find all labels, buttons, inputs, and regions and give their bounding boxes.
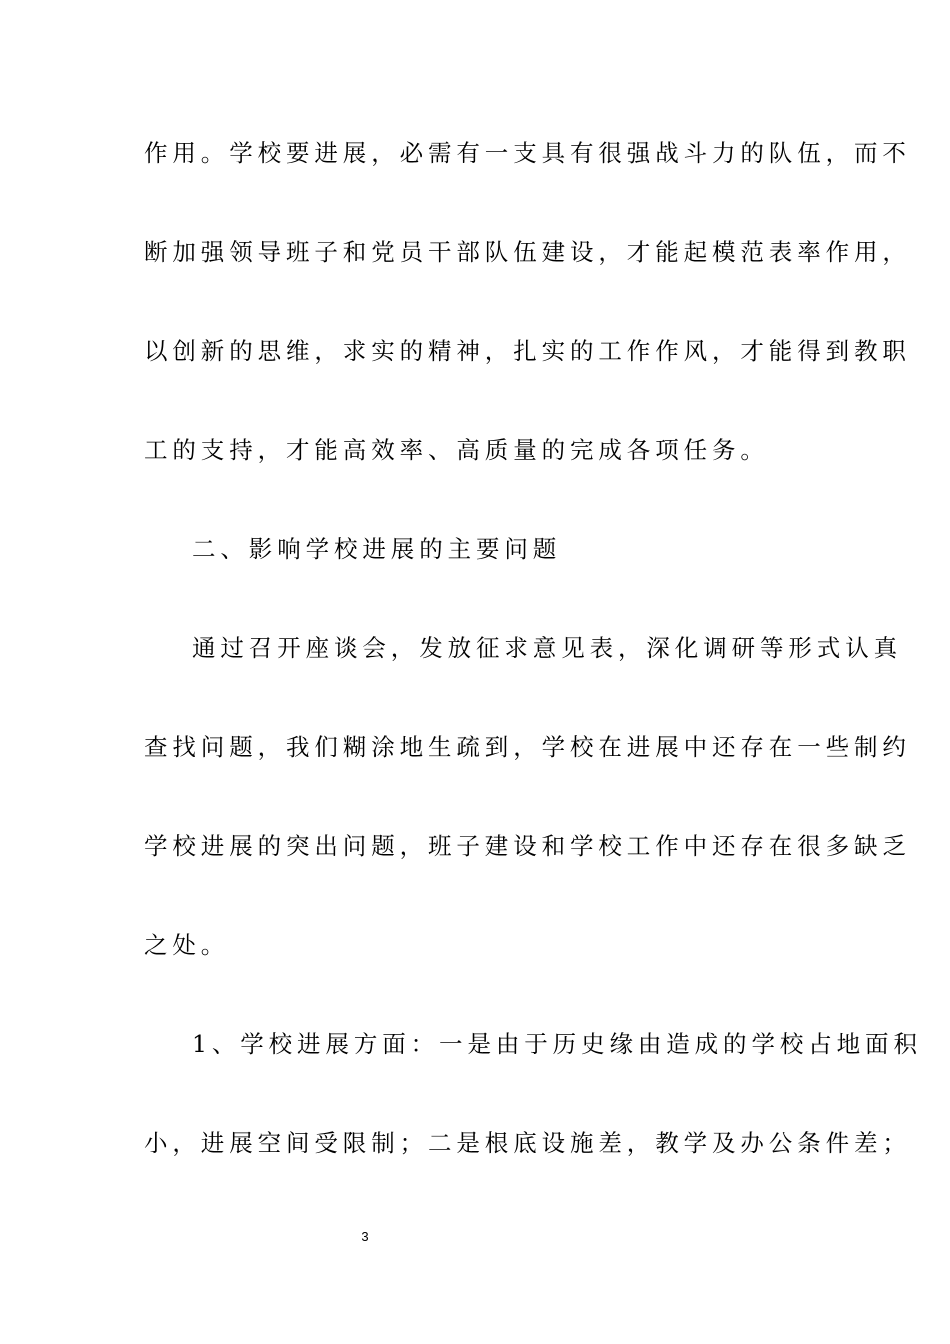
paragraph-line-6: 查找问题，我们糊涂地生疏到，学校在进展中还存在一些制约 — [144, 733, 911, 761]
page-number: 3 — [361, 1229, 369, 1244]
paragraph-line-3: 以创新的思维，求实的精神，扎实的工作作风，才能得到教职 — [144, 337, 911, 365]
section-heading: 二、影响学校进展的主要问题 — [192, 535, 562, 563]
paragraph-line-1: 作用。学校要进展，必需有一支具有很强战斗力的队伍，而不 — [144, 139, 911, 167]
paragraph-line-5: 通过召开座谈会，发放征求意见表，深化调研等形式认真 — [192, 634, 902, 662]
paragraph-line-8: 之处。 — [144, 931, 230, 959]
list-item-line-2: 小，进展空间受限制；二是根底设施差，教学及办公条件差； — [144, 1129, 911, 1157]
paragraph-line-2: 断加强领导班子和党员干部队伍建设，才能起模范表率作用， — [144, 238, 911, 266]
paragraph-line-7: 学校进展的突出问题，班子建设和学校工作中还存在很多缺乏 — [144, 832, 911, 860]
paragraph-line-4: 工的支持，才能高效率、高质量的完成各项任务。 — [144, 436, 769, 464]
list-item-line-1: 1、学校进展方面：一是由于历史缘由造成的学校占地面积 — [192, 1030, 922, 1058]
